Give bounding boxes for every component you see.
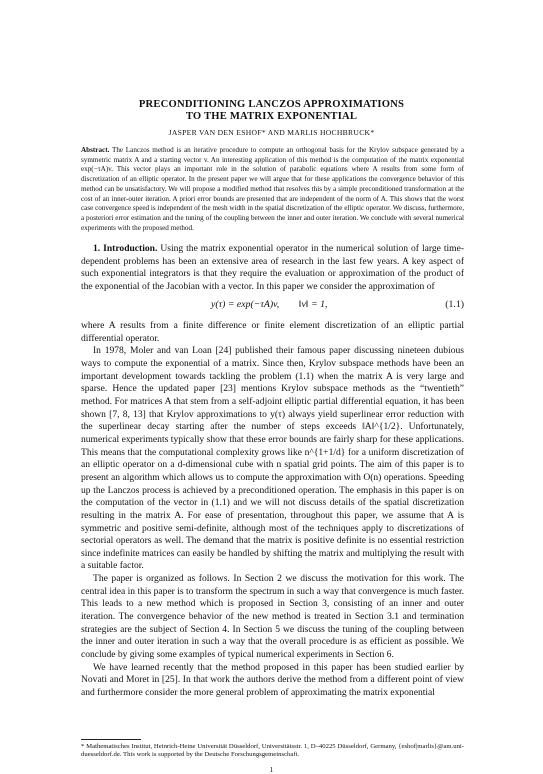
paragraph-4: We have learned recently that the method proposed in this paper has been studied earlier by Novati and Moret in [25]. In that work the authors derive the method from a different point of view and furthermore consider the more general problem of approximating the matrix exponential <box>81 661 464 699</box>
equation-1-1 <box>81 299 464 312</box>
abstract-label: Abstract. <box>81 146 110 154</box>
paragraph-3: The paper is organized as follows. In Section 2 we discuss the motivation for this work. The central idea in this paper is to transform the spectrum in such a way that convergence is much faster. This leads to a new method which is proposed in Section 3, consisting of an inner and outer iteration. The convergence behavior of the new method is treated in Section 3.1 and termination strategies are the subject of Section 4. In Section 5 we discuss the tuning of the coupling between the inner and outer iteration in such a way that the overall procedure is as efficient as possible. We conclude by giving some examples of typical numerical experiments in Section 6. <box>81 573 464 661</box>
abstract <box>81 146 464 233</box>
page-number: 1 <box>269 765 274 774</box>
introduction-continued <box>81 320 464 700</box>
authors: JASPER VAN DEN ESHOF* AND MARLIS HOCHBRUCK* <box>168 128 375 137</box>
paper-title-line-1: PRECONDITIONING LANCZOS APPROXIMATIONS <box>138 99 405 110</box>
equation-number: (1.1) <box>445 299 464 310</box>
equation-formula: y(τ) = exp(−τA)v, ‖v‖ = 1, <box>211 299 328 310</box>
paragraph-2: In 1978, Moler and van Loan [24] published their famous paper discussing nineteen dubious ways to compute the exponential of a matrix. Since then, Krylov subspace methods have been an important development towards tackling the problem (1.1) when the matrix A is very large and sparse. Hence the updated paper [23] mentions Krylov subspace methods as the “twentieth” method. For matrices A that stem from a self-adjoint elliptic partial differential equation, it has been shown [7, 8, 13] that Krylov approximations to y(τ) always yield superlinear error reduction with the superlinear decay starting after the number of steps exceeds ‖A‖^{1/2}. Unfortunately, numerical experiments typically show that these error bounds are fairly sharp for these applications. This means that the computational complexity grows like n^{1+1/d} for a uniform discretization of an elliptic operator on a d-dimensional cube with n spatial grid points. The aim of this paper is to present an algorithm which allows us to compute the approximation with O(n) operations. Speeding up the Lanczos process is achieved by a preconditioned operation. The emphasis in this paper is on the computation of the vector in (1.1) and we will not discuss details of the spatial discretization resulting in the matrix A. For ease of presentation, throughout this paper, we assume that A is symmetric and positive semi-definite, although most of the techniques apply to discretizations of sectorial operators as well. The demand that the matrix is positive definite is no essential restriction since indefinite matrices can easily be handled by shifting the matrix and multiplying the result with a suitable factor. <box>81 345 464 572</box>
introduction-section <box>81 243 464 294</box>
footnote: * Mathematisches Institut, Heinrich-Heine Universität Düsseldorf, Universitätsstr. 1, D–40225 Düsseldorf, Germany, {eshof|marlis}@am.uni-duesseldorf.de. This work is supported by the Deutsche Forschungsgemeinschaft. <box>81 743 464 759</box>
section-heading-introduction: 1. Introduction. <box>93 243 158 254</box>
intro-paragraph-1: Using the matrix exponential operator in the numerical solution of large time-dependent problems has been an extensive area of research in the last few years. A key aspect of such exponential integrators is that they require the evaluation or approximation of the product of the exponential of the Jacobian with a vector. In this paper we consider the approximation of <box>81 243 465 292</box>
abstract-text: The Lanczos method is an iterative procedure to compute an orthogonal basis for the Krylov subspace generated by a symmetric matrix A and a starting vector v. An interesting application of this method is the computation of the matrix exponential exp(−τA)v. This vector plays an important role in the solution of parabolic equations where A results from some form of discretization of an elliptic operator. In the present paper we will argue that for these applications the convergence behavior of this method can be unsatisfactory. We will propose a modified method that resolves this by a simple preconditioned transformation at the cost of an inner-outer iteration. A priori error bounds are presented that are independent of the norm of A. This shows that the worst case convergence speed is independent of the mesh width in the spatial discretization of the elliptic operator. We discuss, furthermore, a posteriori error estimation and the tuning of the coupling between the inner and outer iteration. We conclude with several numerical experiments with the proposed method. <box>81 146 465 232</box>
paragraph-after-equation: where A results from a finite difference or finite element discretization of an elliptic partial differential operator. <box>81 320 464 344</box>
paper-title-line-2: TO THE MATRIX EXPONENTIAL <box>185 111 358 122</box>
footnote-rule <box>81 739 141 740</box>
